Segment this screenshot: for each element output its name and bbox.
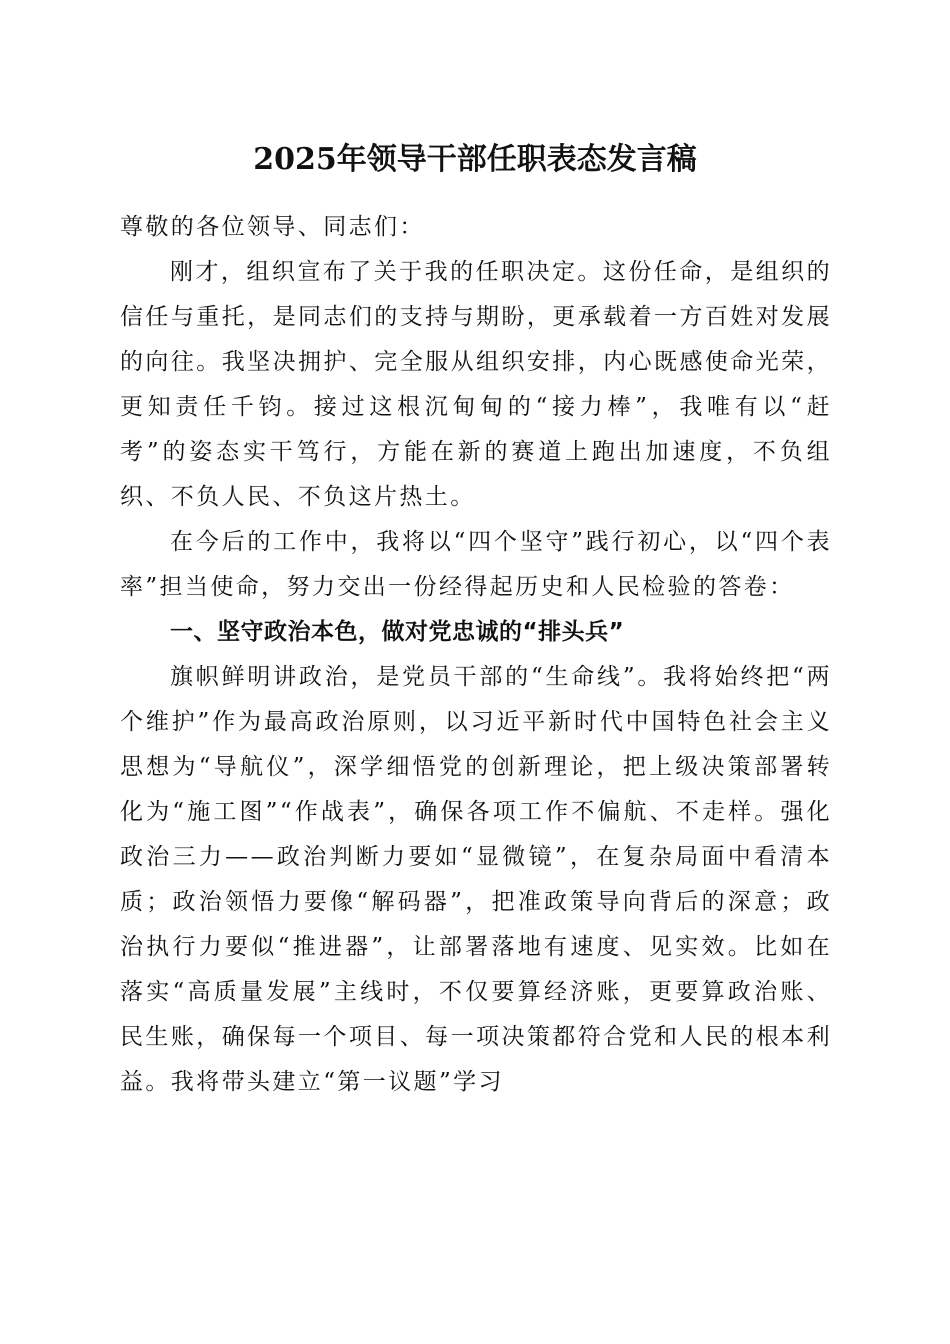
section-1-paragraph: 旗帜鲜明讲政治，是党员干部的“生命线”。我将始终把“两个维护”作为最高政治原则，以习近平新时代中国特色社会主义思想为“导航仪”，深学细悟党的创新理论，把上级决策部署转化为“施工图”“作战表”，确保各项工作不偏航、不走样。强化政治三力——政治判断力要如“显微镜”，在复杂局面中看清本质；政治领悟力要像“解码器”，把准政策导向背后的深意；政治执行力要似“推进器”，让部署落地有速度、见实效。比如在落实“高质量发展”主线时，不仅要算经济账，更要算政治账、民生账，确保每一个项目、每一项决策都符合党和人民的根本利益。我将带头建立“第一议题”学习 bbox=[120, 664, 832, 1095]
section-heading-1: 一、坚守政治本色，做对党忠诚的“排头兵” bbox=[170, 619, 625, 645]
document-body bbox=[120, 205, 832, 1105]
document-title: 2025年领导干部任职表态发言稿 bbox=[253, 142, 697, 177]
paragraph-2: 在今后的工作中，我将以“四个坚守”践行初心，以“四个表率”担当使命，努力交出一份经得起历史和人民检验的答卷： bbox=[120, 529, 832, 600]
paragraph-1: 刚才，组织宣布了关于我的任职决定。这份任命，是组织的信任与重托，是同志们的支持与期盼，更承载着一方百姓对发展的向往。我坚决拥护、完全服从组织安排，内心既感使命光荣，更知责任千钧。接过这根沉甸甸的“接力棒”，我唯有以“赶考”的姿态实干笃行，方能在新的赛道上跑出加速度，不负组织、不负人民、不负这片热土。 bbox=[120, 259, 832, 510]
salutation: 尊敬的各位领导、同志们： bbox=[120, 214, 425, 240]
